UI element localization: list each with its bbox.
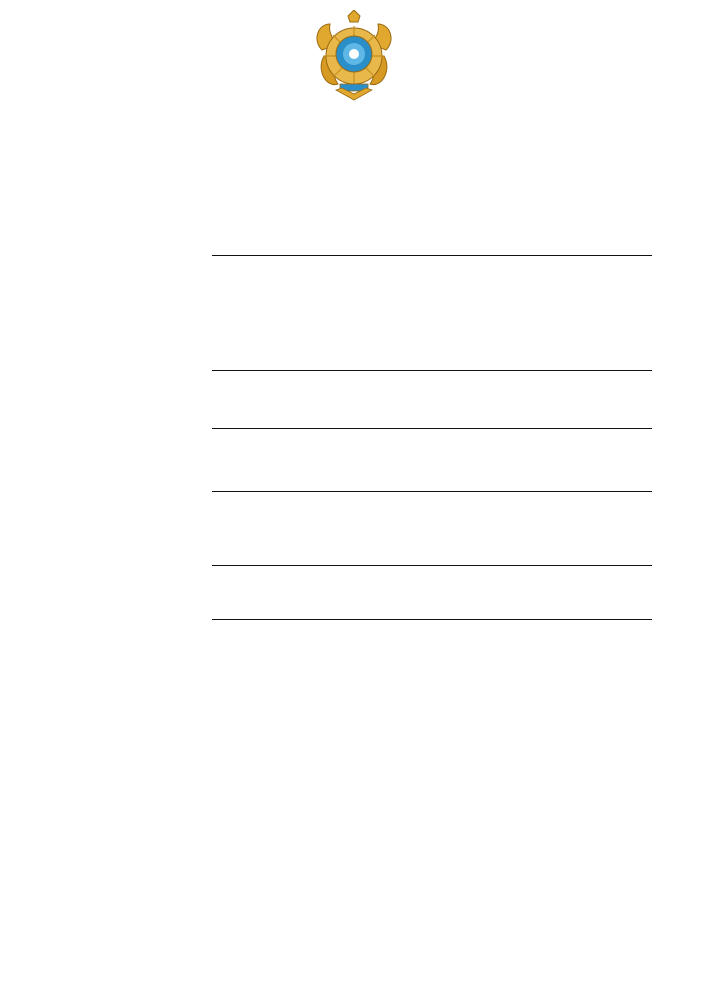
- note-rule: [212, 491, 652, 492]
- activity-rule: [212, 370, 652, 371]
- qr-code-5: [570, 862, 694, 986]
- state-emblem-icon: [308, 10, 400, 102]
- qr-code-top: [652, 62, 700, 110]
- qr-code-1: [10, 862, 134, 986]
- issued-to-rule: [212, 255, 652, 256]
- qr-code-4: [430, 862, 554, 986]
- special-conditions-rule: [212, 428, 652, 429]
- head-rule: [212, 619, 652, 620]
- qr-code-3: [290, 862, 414, 986]
- qr-code-2: [150, 862, 274, 986]
- licensor-rule: [212, 565, 652, 566]
